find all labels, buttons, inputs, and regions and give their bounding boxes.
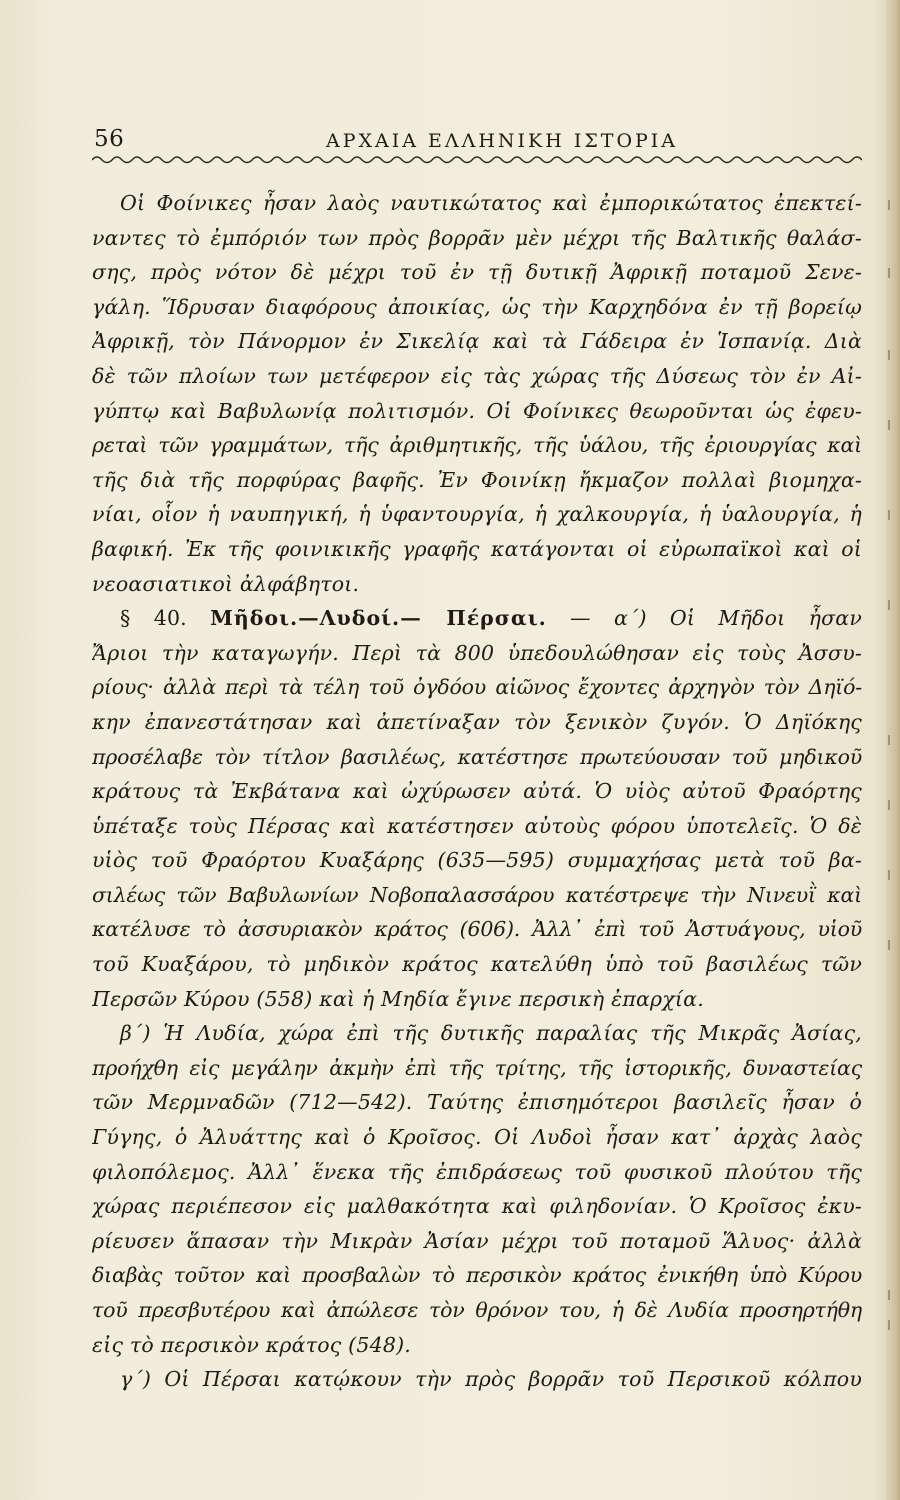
text-line: τῶν Μερμναδῶν (712—542). Ταύτης ἐπισημότεροι βασιλεῖς ἦσαν ὁ: [92, 1090, 862, 1115]
text-line: τοῦ πρεσβυτέρου καὶ ἀπώλεσε τὸν θρόνον του, ἡ δὲ Λυδία προσηρτήθη: [92, 1298, 862, 1322]
text-line: προήχθη εἰς μεγάλην ἀκμὴν ἐπὶ τῆς τρίτης, τῆς ἱστορικῆς, δυναστείας: [92, 1055, 862, 1080]
text-line: ναντες τὸ ἐμπόριόν των πρὸς βορρᾶν μὲν μέχρι τῆς Βαλτικῆς θαλάσ-: [92, 225, 862, 250]
text-line: διαβὰς τοῦτον καὶ προσβαλὼν τὸ περσικὸν κράτος ἐνικήθη ὑπὸ Κύρου: [92, 1263, 862, 1288]
text-line: γάλη. Ἵδρυσαν διαφόρους ἀποικίας, ὡς τὴν Καρχηδόνα ἐν τῇ βορείῳ: [92, 294, 862, 319]
section-number: § 40.: [120, 606, 187, 631]
text-line: κατέλυσε τὸ ἀσσυριακὸν κράτος (606). Ἀλλ᾿ ἐπὶ τοῦ Ἀστυάγους, υἱοῦ: [92, 917, 862, 942]
edge-mark: [888, 420, 898, 430]
text-line: νίαι, οἷον ἡ ναυπηγική, ἡ ὑφαντουργία, ἡ χαλκουργία, ἡ ὑαλουργία, ἡ: [92, 502, 862, 527]
text-line: σιλέως τῶν Βαβυλωνίων Νοβοπαλασσάρου κατέστρεψε τὴν Νινευῒ καὶ: [92, 882, 862, 907]
text-line: Οἱ Φοίνικες ἦσαν λαὸς ναυτικώτατος καὶ ἐμπορικώτατος ἐπεκτεί-: [120, 191, 862, 215]
edge-mark: [888, 1320, 898, 1330]
text-line: ρεταὶ τῶν γραμμάτων, τῆς ἀριθμητικῆς, τῆς ὑάλου, τῆς ἐριουργίας καὶ: [92, 433, 862, 458]
text-line: φιλοπόλεμος. Ἀλλ᾿ ἕνεκα τῆς ἐπιδράσεως τοῦ φυσικοῦ πλούτου τῆς: [92, 1159, 862, 1184]
text-line: Ἀφρικῇ, τὸν Πάνορμον ἐν Σικελίᾳ καὶ τὰ Γάδειρα ἐν Ἱσπανίᾳ. Διὰ: [92, 329, 862, 354]
text-line: εἰς τὸ περσικὸν κράτος (548).: [92, 1332, 412, 1357]
edge-mark: [888, 1290, 898, 1300]
text-line: Περσῶν Κύρου (558) καὶ ἡ Μηδία ἔγινε περσικὴ ἐπαρχία.: [92, 986, 704, 1011]
text-line: Γύγης, ὁ Ἀλυάττης καὶ ὁ Κροῖσος. Οἱ Λυδοὶ ἦσαν κατ᾿ ἀρχὰς λαὸς: [92, 1125, 862, 1150]
text-line: βαφική. Ἐκ τῆς φοινικικῆς γραφῆς κατάγονται οἱ εὐρωπαϊκοὶ καὶ οἱ: [92, 536, 862, 561]
text-line: κράτους τὰ Ἐκβάτανα καὶ ὠχύρωσεν αὐτά. Ὁ υἱὸς αὐτοῦ Φραόρτης: [92, 779, 862, 804]
edge-mark: [888, 268, 898, 278]
edge-mark: [888, 800, 898, 810]
text-line: β΄) Ἡ Λυδία, χώρα ἐπὶ τῆς δυτικῆς παραλίας τῆς Μικρᾶς Ἀσίας,: [120, 1021, 862, 1046]
section-heading-rest: — α΄) Οἱ Μῆδοι ἦσαν: [546, 606, 862, 631]
text-line: υἱὸς τοῦ Φραόρτου Κυαξάρης (635—595) συμμαχήσας μετὰ τοῦ βα-: [92, 848, 862, 873]
text-line: ρίευσεν ἅπασαν τὴν Μικρὰν Ἀσίαν μέχρι τοῦ ποταμοῦ Ἅλυος· ἀλλὰ: [92, 1228, 862, 1253]
facing-page-edge: [886, 0, 900, 1500]
text-line: ὑπέταξε τοὺς Πέρσας καὶ κατέστησεν αὐτοὺς φόρου ὑποτελεῖς. Ὁ δὲ: [92, 813, 862, 838]
section-heading-line: [92, 601, 862, 636]
edge-mark: [888, 510, 898, 520]
text-line: δὲ τῶν πλοίων των μετέφερον εἰς τὰς χώρας τῆς Δύσεως τὸν ἐν Αἰ-: [92, 363, 862, 388]
wavy-rule-ornament: [92, 152, 862, 166]
page-number: 56: [94, 126, 125, 152]
text-line: γύπτῳ καὶ Βαβυλωνίᾳ πολιτισμόν. Οἱ Φοίνικες θεωροῦνται ὡς ἐφευ-: [92, 398, 862, 423]
text-line: τῆς διὰ τῆς πορφύρας βαφῆς. Ἐν Φοινίκῃ ἤκμαζον πολλαὶ βιομηχα-: [92, 467, 862, 492]
section-heading: Μῆδοι.—Λυδοί.— Πέρσαι.: [210, 606, 547, 631]
text-line: γ΄) Οἱ Πέρσαι κατῴκουν τὴν πρὸς βορρᾶν τοῦ Περσικοῦ κόλπου: [120, 1367, 862, 1392]
text-line: τοῦ Κυαξάρου, τὸ μηδικὸν κράτος κατελύθη ὑπὸ τοῦ βασιλέως τῶν: [92, 952, 862, 977]
edge-mark: [888, 350, 898, 360]
text-line: νεοασιατικοὶ ἀλφάβητοι.: [92, 571, 360, 596]
edge-mark: [888, 870, 898, 880]
edge-mark: [888, 940, 898, 950]
text-line: σης, πρὸς νότον δὲ μέχρι τοῦ ἐν τῇ δυτικῇ Ἀφρικῇ ποταμοῦ Σενε-: [92, 260, 862, 285]
body-text: [92, 186, 862, 1397]
text-line: προσέλαβε τὸν τίτλον βασιλέως, κατέστησε πρωτεύουσαν τοῦ μηδικοῦ: [92, 744, 862, 769]
edge-mark: [888, 735, 898, 745]
edge-mark: [888, 600, 898, 610]
text-line: χώρας περιέπεσον εἰς μαλθακότητα καὶ φιληδονίαν. Ὁ Κροῖσος ἐκυ-: [92, 1194, 862, 1219]
text-line: Ἄριοι τὴν καταγωγήν. Περὶ τὰ 800 ὑπεδουλώθησαν εἰς τοὺς Ἀσσυ-: [92, 640, 862, 665]
text-line: ρίους· ἀλλὰ περὶ τὰ τέλη τοῦ ὀγδόου αἰῶνος ἔχοντες ἀρχηγὸν τὸν Δηϊό-: [92, 675, 862, 700]
edge-mark: [888, 200, 898, 210]
text-line: κην ἐπανεστάτησαν καὶ ἀπετίναξαν τὸν ξενικὸν ζυγόν. Ὁ Δηϊόκης: [92, 709, 862, 734]
running-title: ΑΡΧΑΙΑ ΕΛΛΗΝΙΚΗ ΙΣΤΟΡΙΑ: [326, 130, 679, 152]
